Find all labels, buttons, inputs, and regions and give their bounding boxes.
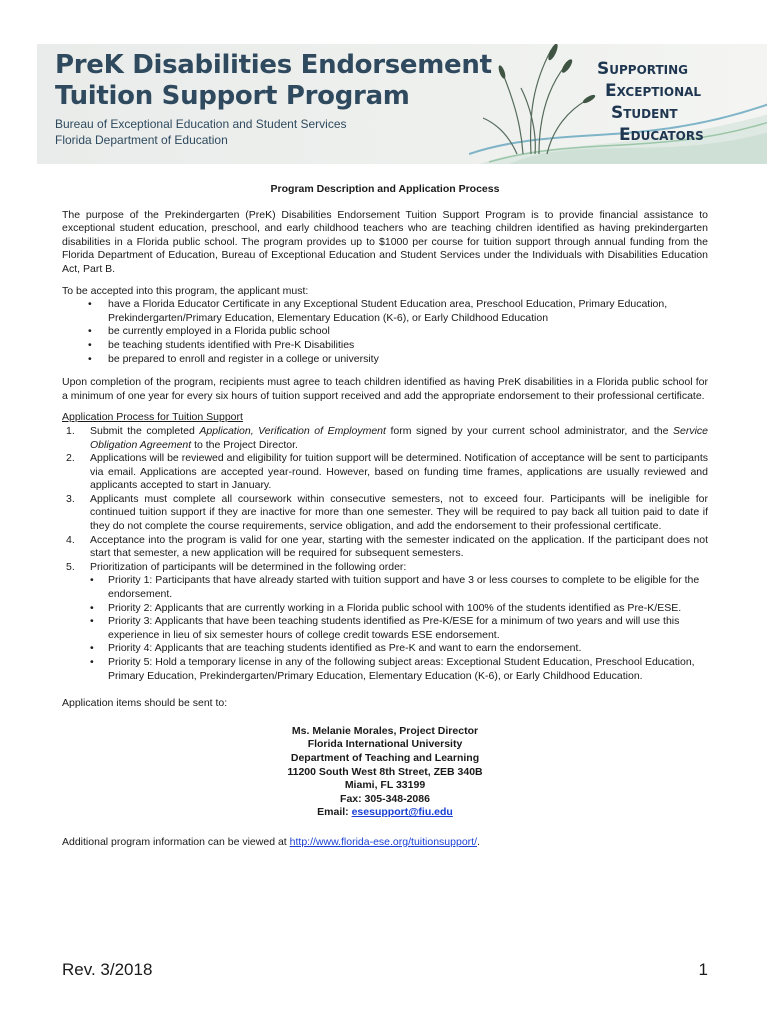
tuition-support-link[interactable]: http://www.florida-ese.org/tuitionsupport/	[289, 835, 477, 848]
list-item: • Priority 1: Participants that have already started with tuition support and have 3 or less courses to complete to be eligible for the endorsement.	[62, 574, 708, 601]
additional-info-end: .	[477, 835, 480, 848]
department: Department of Teaching and Learning	[290, 751, 480, 764]
step-item	[62, 561, 708, 683]
send-to-label: Application items should be sent to:	[62, 697, 228, 710]
street-address: 11200 South West 8th Street, ZEB 340B	[287, 765, 483, 778]
email-label: Email:	[317, 806, 352, 819]
list-item: • be prepared to enroll and register in a college or university	[62, 353, 708, 367]
list-item: • be teaching students identified with Pre-K Disabilities	[62, 339, 708, 353]
acceptance-intro: To be accepted into this program, the applicant must:	[62, 284, 309, 297]
list-item: • Priority 3: Applicants that have been teaching students identified as Pre-K/ESE for a minimum of two years and will use this experience in lieu of six semester hours of college credit towards ESE endorsement.	[62, 615, 708, 642]
fax-number: Fax: 305-348-2086	[340, 792, 430, 805]
completion-paragraph: Upon completion of the program, recipients must agree to teach children identified as having PreK disabilities in a Florida public school for a minimum of one year for every six hours of tuition support received and add the appropriate endorsement to their professional certificate.	[62, 376, 708, 402]
email-line	[62, 806, 708, 820]
step-number: 5.	[66, 560, 75, 573]
agreement-name: Service Obligation Agreement	[90, 424, 708, 451]
university-name: Florida International University	[307, 738, 463, 751]
page-number: 1	[698, 960, 708, 979]
form-name: Application, Verification of Employment	[199, 424, 386, 437]
logo-line1: Supporting	[597, 59, 689, 79]
logo-line4: Educators	[619, 125, 704, 145]
step-item	[62, 493, 708, 534]
email-link[interactable]: esesupport@fiu.edu	[351, 806, 453, 819]
process-heading: Application Process for Tuition Support	[62, 411, 243, 424]
document-body	[62, 183, 708, 850]
mailing-address	[62, 725, 708, 820]
step-number: 2.	[66, 452, 75, 465]
additional-info-text: Additional program information can be viewed at	[62, 835, 290, 848]
logo-line3: Student	[611, 103, 678, 123]
department-name: Florida Department of Education	[55, 133, 228, 147]
page-title: Program Description and Application Process	[270, 183, 500, 195]
step-text: to the Project Director.	[191, 438, 298, 451]
logo-line2: Exceptional	[605, 81, 702, 101]
additional-info	[62, 836, 708, 850]
program-title	[55, 50, 492, 112]
step-number: 3.	[66, 492, 75, 505]
director-name: Ms. Melanie Morales, Project Director	[291, 724, 479, 737]
step-text: Submit the completed	[90, 424, 200, 437]
step-number: 4.	[66, 533, 75, 546]
list-item: • Priority 4: Applicants that are teaching students identified as Pre-K and want to earn the endorsement.	[62, 642, 708, 656]
list-item: • Priority 5: Hold a temporary license in any of the following subject areas: Exceptional Student Education, Preschool Education, Primary Education, Prekindergarten/Primary Education, Elementary Education (K-6), or Early Childhood Education.	[62, 656, 708, 683]
step-item	[62, 452, 708, 493]
step-number: 1.	[66, 424, 75, 437]
list-item: • be currently employed in a Florida public school	[62, 325, 708, 339]
requirements-list	[62, 298, 708, 366]
logo-wordmark	[597, 58, 704, 146]
list-item: • Priority 2: Applicants that are currently working in a Florida public school with 100% of the students identified as Pre-K/ESE.	[62, 602, 708, 616]
priority-list	[90, 574, 708, 683]
step-text: Prioritization of participants will be determined in the following order:	[90, 560, 407, 573]
program-title-line1: PreK Disabilities Endorsement	[55, 50, 492, 80]
step-text: Applications will be reviewed and eligibility for tuition support will be determined. Notification of acceptance will be sent to participants via email. Applications are accepted year-round. However, based on funding time frames, applications are usually reviewed and applicants accepted to start in January.	[90, 452, 708, 492]
step-text: Acceptance into the program is valid for one year, starting with the semester indicated on the application. If the participant does not start that semester, a new application will be required for subsequent semesters.	[90, 533, 708, 560]
program-subtitle	[55, 116, 347, 148]
step-text: form signed by your current school administrator, and the	[385, 424, 673, 437]
revision-date: Rev. 3/2018	[62, 960, 153, 979]
header-banner	[37, 44, 767, 164]
city-state-zip: Miami, FL 33199	[344, 779, 426, 792]
step-item	[62, 534, 708, 561]
purpose-paragraph: The purpose of the Prekindergarten (PreK) Disabilities Endorsement Tuition Support Program is to provide financial assistance to exceptional student education, preschool, and early childhood teachers who are teaching children identified as having prekindergarten disabilities in a Florida public school. The program provides up to $1000 per course for tuition support through annual funding from the Florida Department of Education, Bureau of Exceptional Education and Student Services under the Individuals with Disabilities Education Act, Part B.	[62, 208, 708, 275]
step-item	[62, 425, 708, 452]
process-steps	[62, 425, 708, 683]
bureau-name: Bureau of Exceptional Education and Student Services	[55, 117, 347, 131]
step-text: Applicants must complete all coursework within consecutive semesters, not to exceed four. Participants will be ineligible for continued tuition support if they are inactive for more than one semester. They will be required to pay back all tuition paid to date if they do not complete the course requirements, service obligation, and add the endorsement to their professional certificate.	[90, 492, 708, 533]
program-title-line2: Tuition Support Program	[55, 81, 410, 111]
list-item: • have a Florida Educator Certificate in any Exceptional Student Education area, Preschool Education, Primary Education, Prekindergarten/Primary Education, Elementary Education (K-6), or Early Childhood Education	[62, 298, 708, 325]
